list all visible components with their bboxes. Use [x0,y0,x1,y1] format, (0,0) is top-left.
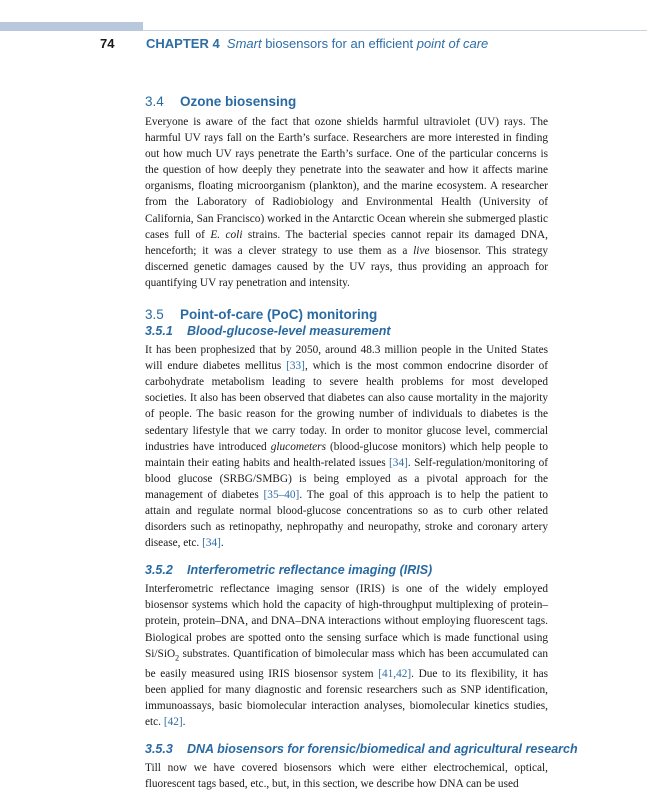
text-run: Till now we have covered biosensors which were either electrochemical, optical, fluorescent tags based, etc., but, in this section, we describe how DNA can be used [145,762,548,791]
section-title: Point-of-care (PoC) monitoring [180,307,378,323]
citation-link[interactable]: [42] [163,716,183,729]
citation-link[interactable]: [34] [202,537,221,550]
italic-term: glucometers [270,440,326,453]
section-number: 3.4 [145,94,164,109]
text-run: It has been prophesized that by 2050, around 48.3 million people in the United States will endure diabetes mellitus [145,344,548,373]
text-run: (blood-glucose monitors) which help people to maintain their eating habits and health-related issues [145,440,548,469]
subsection-heading-3-5-2 [145,563,548,577]
subsection-number: 3.5.3 [145,742,173,757]
text-run: . Self-regulation/monitoring of blood glucose (SRBG/SMBG) is being employed as a pivotal approach for the management of diabetes [145,456,549,501]
subsection-heading-3-5-3 [145,742,578,757]
paragraph-blood-glucose [145,342,548,551]
text-run: . [220,537,224,550]
running-head [146,36,488,51]
citation-link[interactable]: [41,42] [378,667,412,680]
subsection-title: Interferometric reflectance imaging (IRIS) [187,563,433,578]
section-number: 3.5 [145,307,164,323]
subsection-title: DNA biosensors for forensic/biomedical and agricultural research [187,742,578,757]
paragraph-dna-biosensors [145,760,548,792]
citation-link[interactable]: [35–40] [263,488,300,501]
text-run: biosensor. This strategy discerned genetic damages caused by the UV rays, thus providing an approach for quantifying UV ray penetration and intensity. [145,244,548,289]
paragraph-ozone [145,114,548,291]
header-rule [143,30,647,31]
subsection-title: Blood-glucose-level measurement [187,324,391,339]
text-run: , which is the most common endocrine disorder of carbohydrate metabolism leading to severe health problems for most developed societies. It also has been observed that diabetes can also cause mortality in the majority of people. The basic reason for the growing number of individuals to diabetes is the sedentary lifestyle that we carry today. In order to monitor glucose level, commercial industries have introduced [145,360,548,453]
text-run: Everyone is aware of the fact that ozone shields harmful ultraviolet (UV) rays. The harmful UV rays fall on the Earth’s surface. Researchers are more interested in finding out how much UV rays penetrate the Earth’s surface. One of the particular concerns is the question of how deeply they penetrate into the seawater and how it affects marine organisms, floating microorganism (plankton), and the marine ecosystem. A researcher from the Laboratory of Radiobiology and Environmental Health (University of California, San Francisco) worked in the Antarctic Ocean wherein she submerged plastic cases full of [145,116,548,241]
subsection-heading-3-5-1 [145,324,548,338]
page-number: 74 [100,36,115,51]
subsection-number: 3.5.1 [145,324,173,339]
running-head-text: biosensors for an efficient [261,36,417,51]
citation-link[interactable]: [33] [286,360,305,373]
text-run: strains. The bacterial species cannot repair its damaged DNA, henceforth; it was a clever strategy to use them as a [145,228,549,257]
running-head-italic-2: point of care [416,36,489,51]
italic-term: live [413,244,430,257]
subsection-number: 3.5.2 [145,563,173,578]
text-run: substrates. Quantification of bimolecular mass which has been accumulated can be easily measured using IRIS biosensor system [145,647,548,680]
section-heading-3-4 [145,94,548,109]
text-run: . The goal of this approach is to help the patient to attain and regulate normal blood-glucose concentrations so as to curb other related disorders such as retinopathy, nephropathy and neuropathy, stroke and coronary artery disease, etc. [145,488,548,550]
italic-term: E. coli [210,228,243,241]
section-heading-3-5 [145,307,548,322]
header-accent-bar [0,22,143,31]
text-run: . Due to its flexibility, it has been applied for many diagnostic and forensic researchers such as SNP identification, immunoassays, basic biomolecular interaction analyses, biomolecular kinetics studies, etc. [145,667,549,729]
subscript: 2 [175,652,180,662]
page-body [145,94,578,793]
section-title: Ozone biosensing [180,94,297,109]
running-head-italic-1: Smart [226,36,262,51]
text-run: . [182,716,186,729]
citation-link[interactable]: [34] [389,456,408,469]
chapter-label: CHAPTER 4 [146,36,220,51]
paragraph-iris [145,581,548,730]
text-run: Interferometric reflectance imaging sensor (IRIS) is one of the widely employed biosensor systems which hold the capacity of high-throughput multiplexing of protein–protein, protein–DNA, and DNA–DNA interactions without employing fluorescent tags. Biological probes are spotted onto the sensing surface which is made functional using Si/SiO [145,583,548,660]
